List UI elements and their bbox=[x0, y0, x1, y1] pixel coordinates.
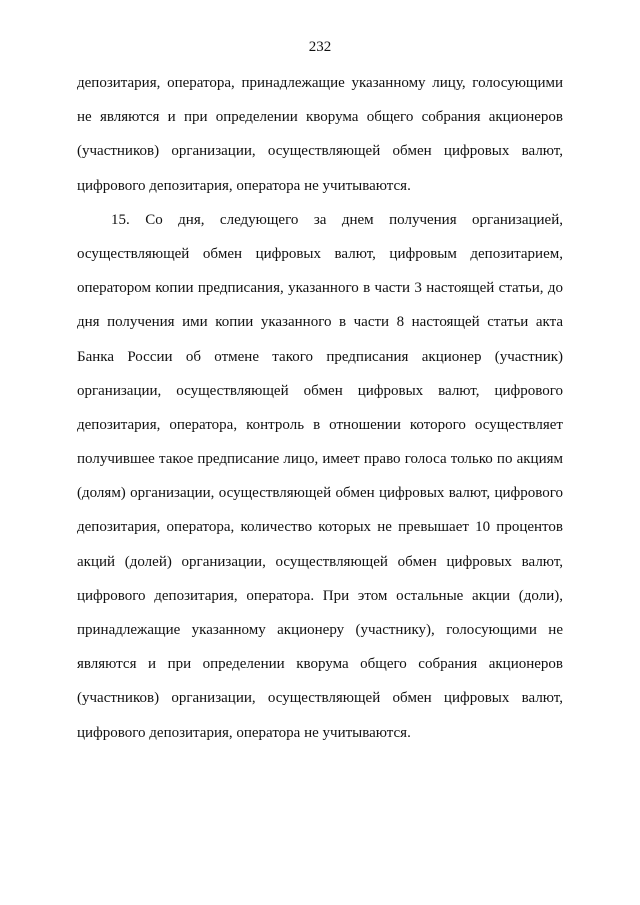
text-line: 15. Со дня, следующего за днем получения организацией, bbox=[111, 211, 563, 228]
text-line: депозитария, оператора, количество которых не превышает 10 процентов bbox=[77, 519, 563, 536]
text-line: не являются и при определении кворума общего собрания акционеров bbox=[77, 109, 563, 126]
text-line: осуществляющей обмен цифровых валют, цифровым депозитарием, bbox=[77, 245, 563, 262]
body-text bbox=[77, 73, 563, 757]
text-line: цифрового депозитария, оператора. При этом остальные акции (доли), bbox=[77, 587, 563, 604]
text-line: депозитария, оператора, принадлежащие указанному лицу, голосующими bbox=[77, 75, 563, 91]
text-line: цифрового депозитария, оператора не учитываются. bbox=[77, 177, 411, 194]
text-line: (участников) организации, осуществляющей обмен цифровых валют, bbox=[77, 143, 563, 160]
text-line: (долям) организации, осуществляющей обмен цифровых валют, цифрового bbox=[77, 485, 563, 502]
text-line: цифрового депозитария, оператора не учитываются. bbox=[77, 724, 411, 741]
text-line: Банка России об отмене такого предписания акционер (участник) bbox=[77, 348, 563, 365]
text-line: являются и при определении кворума общего собрания акционеров bbox=[77, 656, 563, 673]
text-line: принадлежащие указанному акционеру (участнику), голосующими не bbox=[77, 622, 563, 638]
text-line: оператором копии предписания, указанного в части 3 настоящей статьи, до bbox=[77, 280, 563, 297]
text-line: дня получения ими копии указанного в части 8 настоящей статьи акта bbox=[77, 314, 563, 331]
text-line: получившее такое предписание лицо, имеет право голоса только по акциям bbox=[77, 451, 563, 468]
paragraph-clause-15 bbox=[77, 210, 563, 757]
text-line: (участников) организации, осуществляющей обмен цифровых валют, bbox=[77, 690, 563, 707]
paragraph-continuation bbox=[77, 73, 563, 210]
text-line: организации, осуществляющей обмен цифровых валют, цифрового bbox=[77, 382, 563, 399]
text-line: акций (долей) организации, осуществляющей обмен цифровых валют, bbox=[77, 553, 563, 570]
page-number: 232 bbox=[308, 39, 332, 55]
text-line: депозитария, оператора, контроль в отношении которого осуществляет bbox=[77, 416, 563, 433]
